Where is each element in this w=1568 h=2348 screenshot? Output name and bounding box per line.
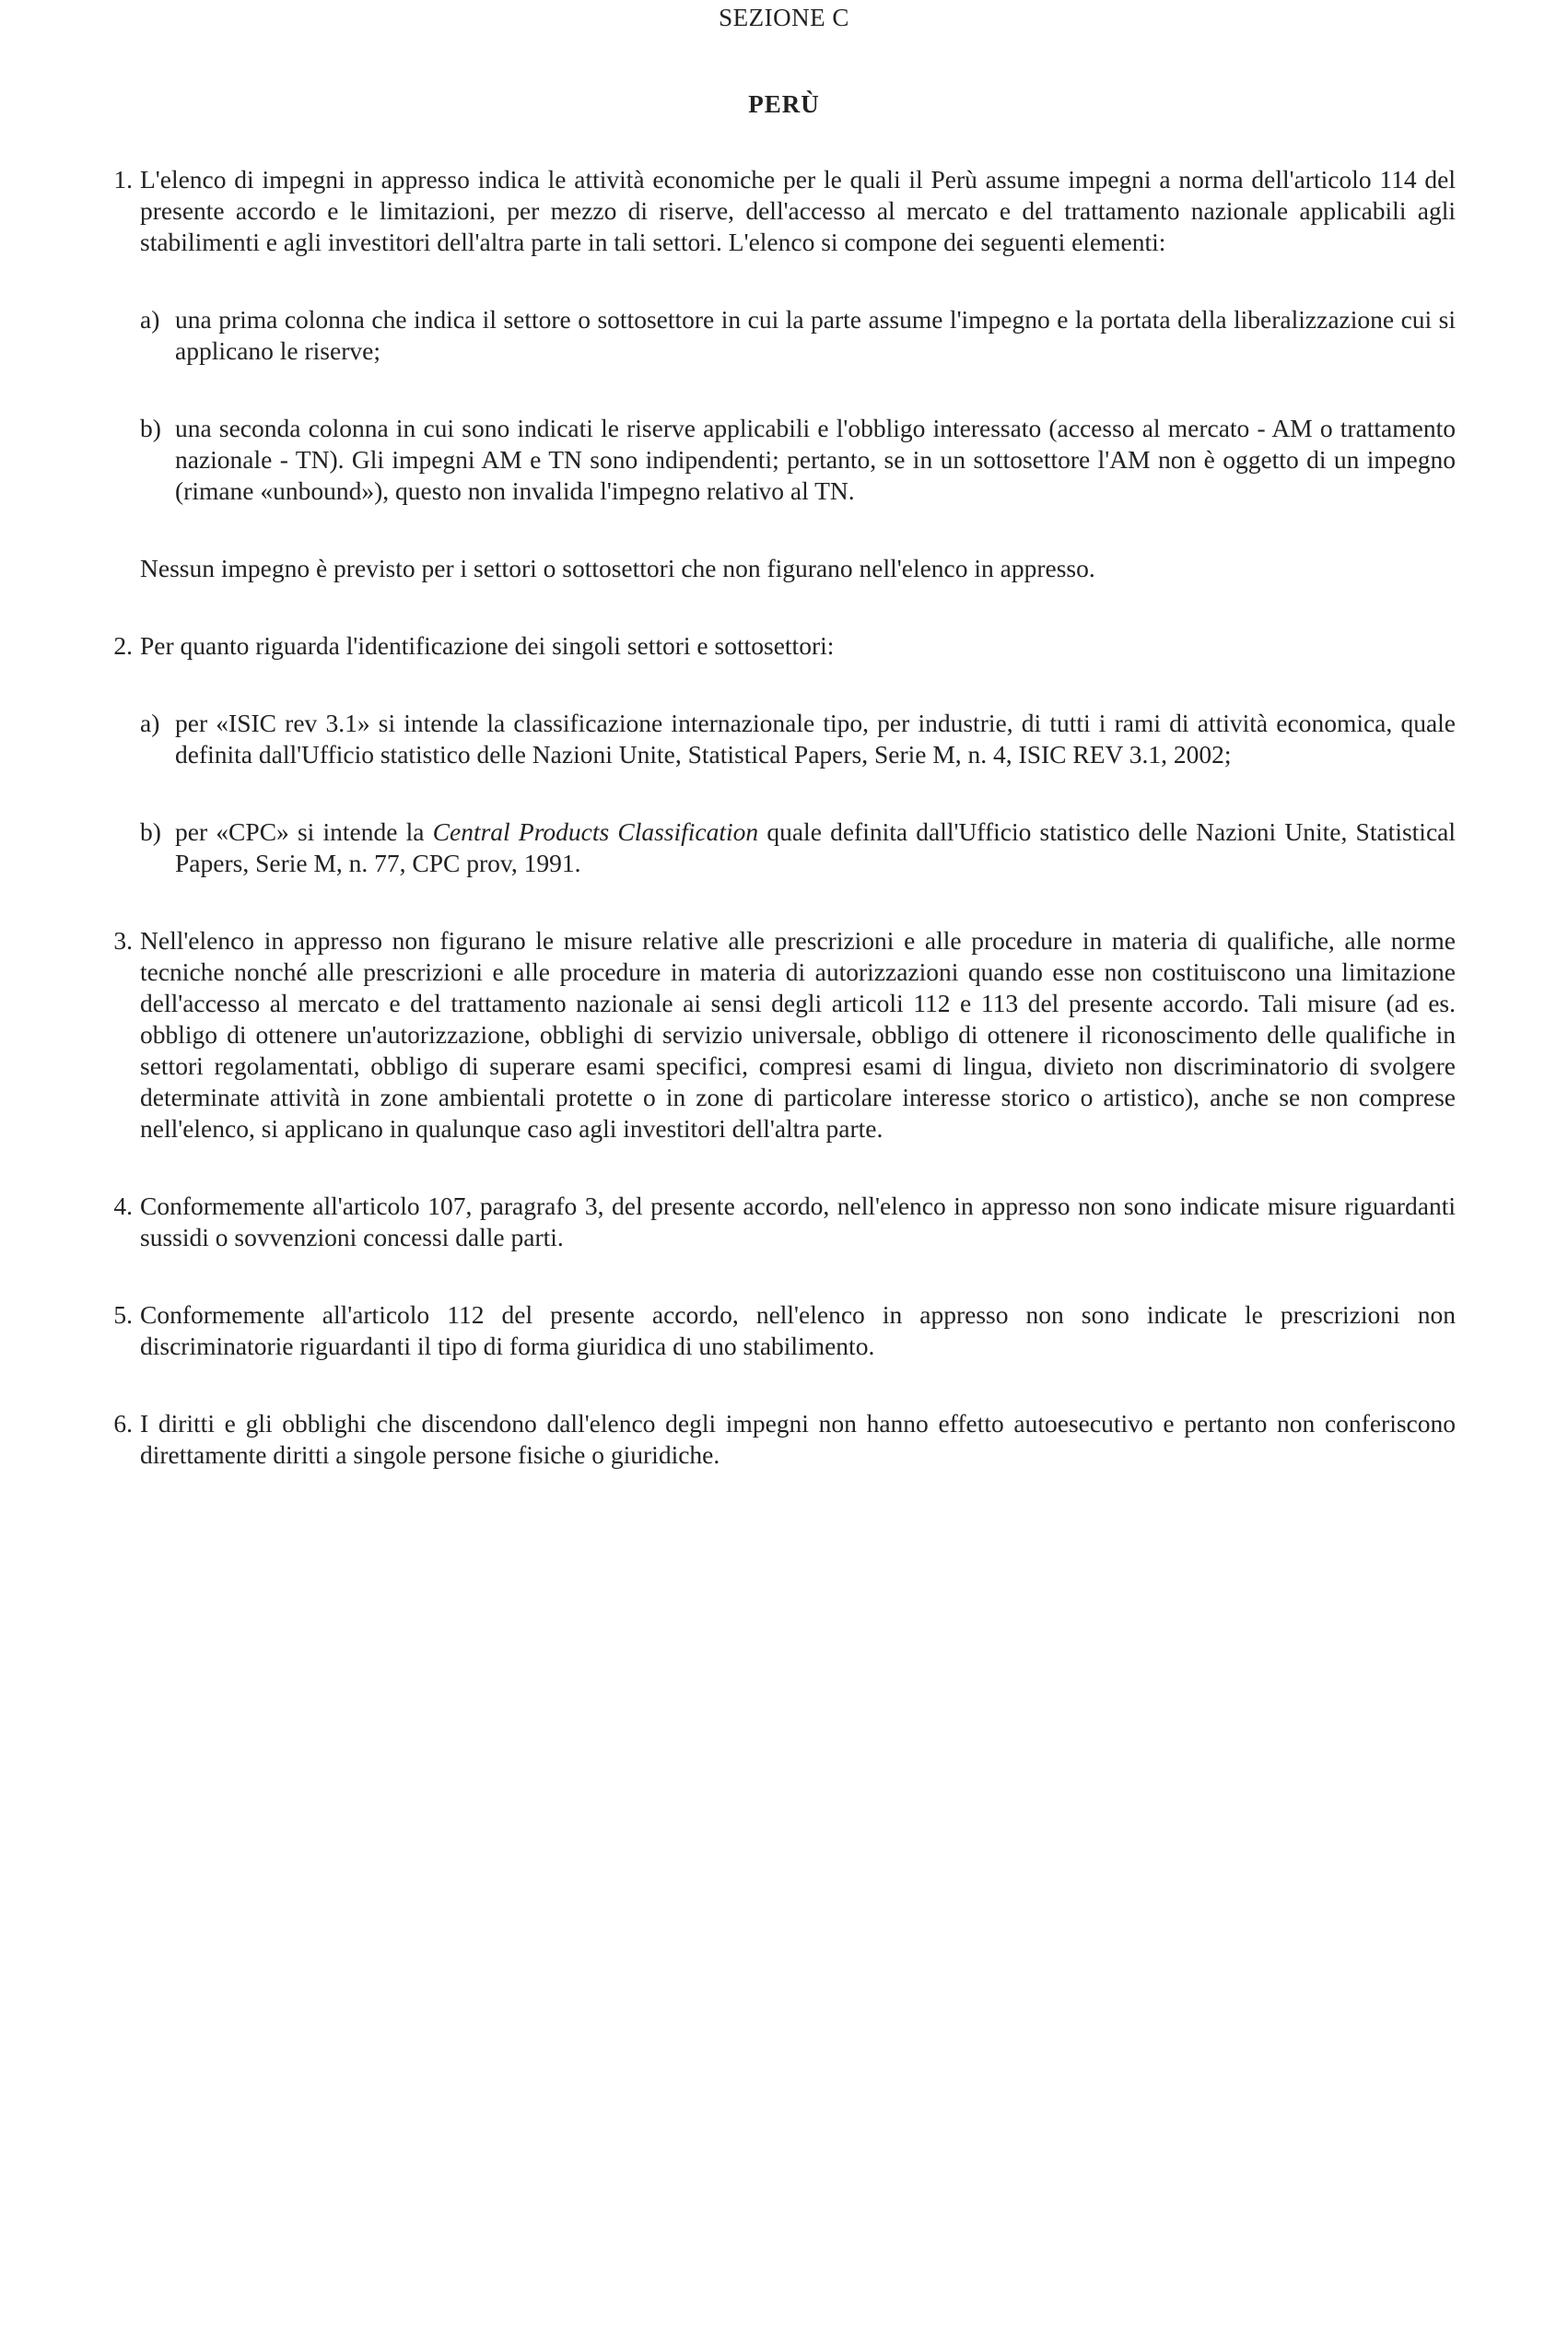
- paragraph-text: I diritti e gli obblighi che discendono dall'elenco degli impegni non hanno effetto autoesecutivo e pertanto non conferiscono direttamente diritti a singole persone fisiche o giuridiche.: [140, 1409, 1456, 1469]
- paragraph-4: [92, 1191, 1456, 1253]
- paragraph-5: [92, 1299, 1456, 1362]
- section-label: SEZIONE C: [719, 4, 849, 31]
- paragraph-6: [92, 1408, 1456, 1471]
- paragraph-text: Per quanto riguarda l'identificazione dei singoli settori e sottosettori:: [140, 631, 835, 660]
- sub-item-label: a): [140, 305, 160, 334]
- sub-item-label: b): [140, 817, 161, 846]
- cpc-text-after: quale definita dall'Ufficio statistico delle Nazioni Unite, Statistical Papers, Serie M, n. 77, CPC prov, 1991.: [175, 817, 1456, 877]
- paragraph-1-note: Nessun impegno è previsto per i settori o sottosettori che non figurano nell'elenco in appresso.: [140, 554, 1095, 582]
- paragraph-text: Conformemente all'articolo 107, paragrafo 3, del presente accordo, nell'elenco in appresso non sono indicate misure riguardanti sussidi o sovvenzioni concessi dalle parti.: [140, 1192, 1456, 1251]
- paragraph-number: 3.: [113, 926, 133, 955]
- paragraph-3: [92, 925, 1456, 1145]
- paragraph-2: [92, 630, 1456, 662]
- sub-item-1b: [140, 413, 1456, 507]
- sub-item-text: una prima colonna che indica il settore o sottosettore in cui la parte assume l'impegno e la portata della liberalizzazione cui si applicano le riserve;: [175, 305, 1456, 365]
- sub-item-2a: [140, 708, 1456, 770]
- paragraph-number: 2.: [113, 631, 133, 660]
- paragraph-number: 1.: [113, 165, 133, 194]
- sub-item-text: [175, 816, 1456, 879]
- cpc-italic-title: Central Products Classification: [432, 817, 759, 846]
- paragraph-number: 6.: [113, 1409, 133, 1438]
- sub-item-label: b): [140, 414, 161, 442]
- paragraph-text: Conformemente all'articolo 112 del presente accordo, nell'elenco in appresso non sono indicate le prescrizioni non discriminatorie riguardanti il tipo di forma giuridica di uno stabilimento.: [140, 1300, 1456, 1360]
- paragraph-text: L'elenco di impegni in appresso indica le attività economiche per le quali il Perù assume impegni a norma dell'articolo 114 del presente accordo e le limitazioni, per mezzo di riserve, dell'accesso al mercato e del trattamento nazionale applicabili agli stabilimenti e agli investitori dell'altra parte in tali settori. L'elenco si compone dei seguenti elementi:: [140, 165, 1456, 256]
- country-title: PERÙ: [748, 90, 820, 118]
- paragraph-number: 4.: [113, 1192, 133, 1220]
- paragraph-number: 5.: [113, 1300, 133, 1329]
- sub-item-text: per «ISIC rev 3.1» si intende la classificazione internazionale tipo, per industrie, di tutti i rami di attività economica, quale definita dall'Ufficio statistico delle Nazioni Unite, Statistical Papers, Serie M, n. 4, ISIC REV 3.1, 2002;: [175, 709, 1456, 769]
- sub-item-2b: [140, 816, 1456, 879]
- sub-item-label: a): [140, 709, 160, 737]
- paragraph-text: Nell'elenco in appresso non figurano le misure relative alle prescrizioni e alle procedure in materia di qualifiche, alle norme tecniche nonché alle prescrizioni e alle procedure in materia di autorizzazioni quando esse non costituiscono una limitazione dell'accesso al mercato e del trattamento nazionale ai sensi degli articoli 112 e 113 del presente accordo. Tali misure (ad es. obbligo di ottenere un'autorizzazione, obblighi di servizio universale, obbligo di ottenere il riconoscimento delle qualifiche in settori regolamentati, obbligo di superare esami specifici, compresi esami di lingua, divieto non discriminatorio di svolgere determinate attività in zone ambientali protette o in zone di particolare interesse storico o artistico), anche se non comprese nell'elenco, si applicano in qualunque caso agli investitori dell'altra parte.: [140, 926, 1456, 1143]
- sub-item-text: una seconda colonna in cui sono indicati le riserve applicabili e l'obbligo interessato (accesso al mercato - AM o trattamento nazionale - TN). Gli impegni AM e TN sono indipendenti; pertanto, se in un sottosettore l'AM non è oggetto di un impegno (rimane «unbound»), questo non invalida l'impegno relativo al TN.: [175, 414, 1456, 505]
- cpc-text-before: per «CPC» si intende la: [175, 817, 425, 846]
- sub-item-1a: [140, 304, 1456, 367]
- document-body: [92, 164, 1456, 1471]
- paragraph-1: [92, 164, 1456, 258]
